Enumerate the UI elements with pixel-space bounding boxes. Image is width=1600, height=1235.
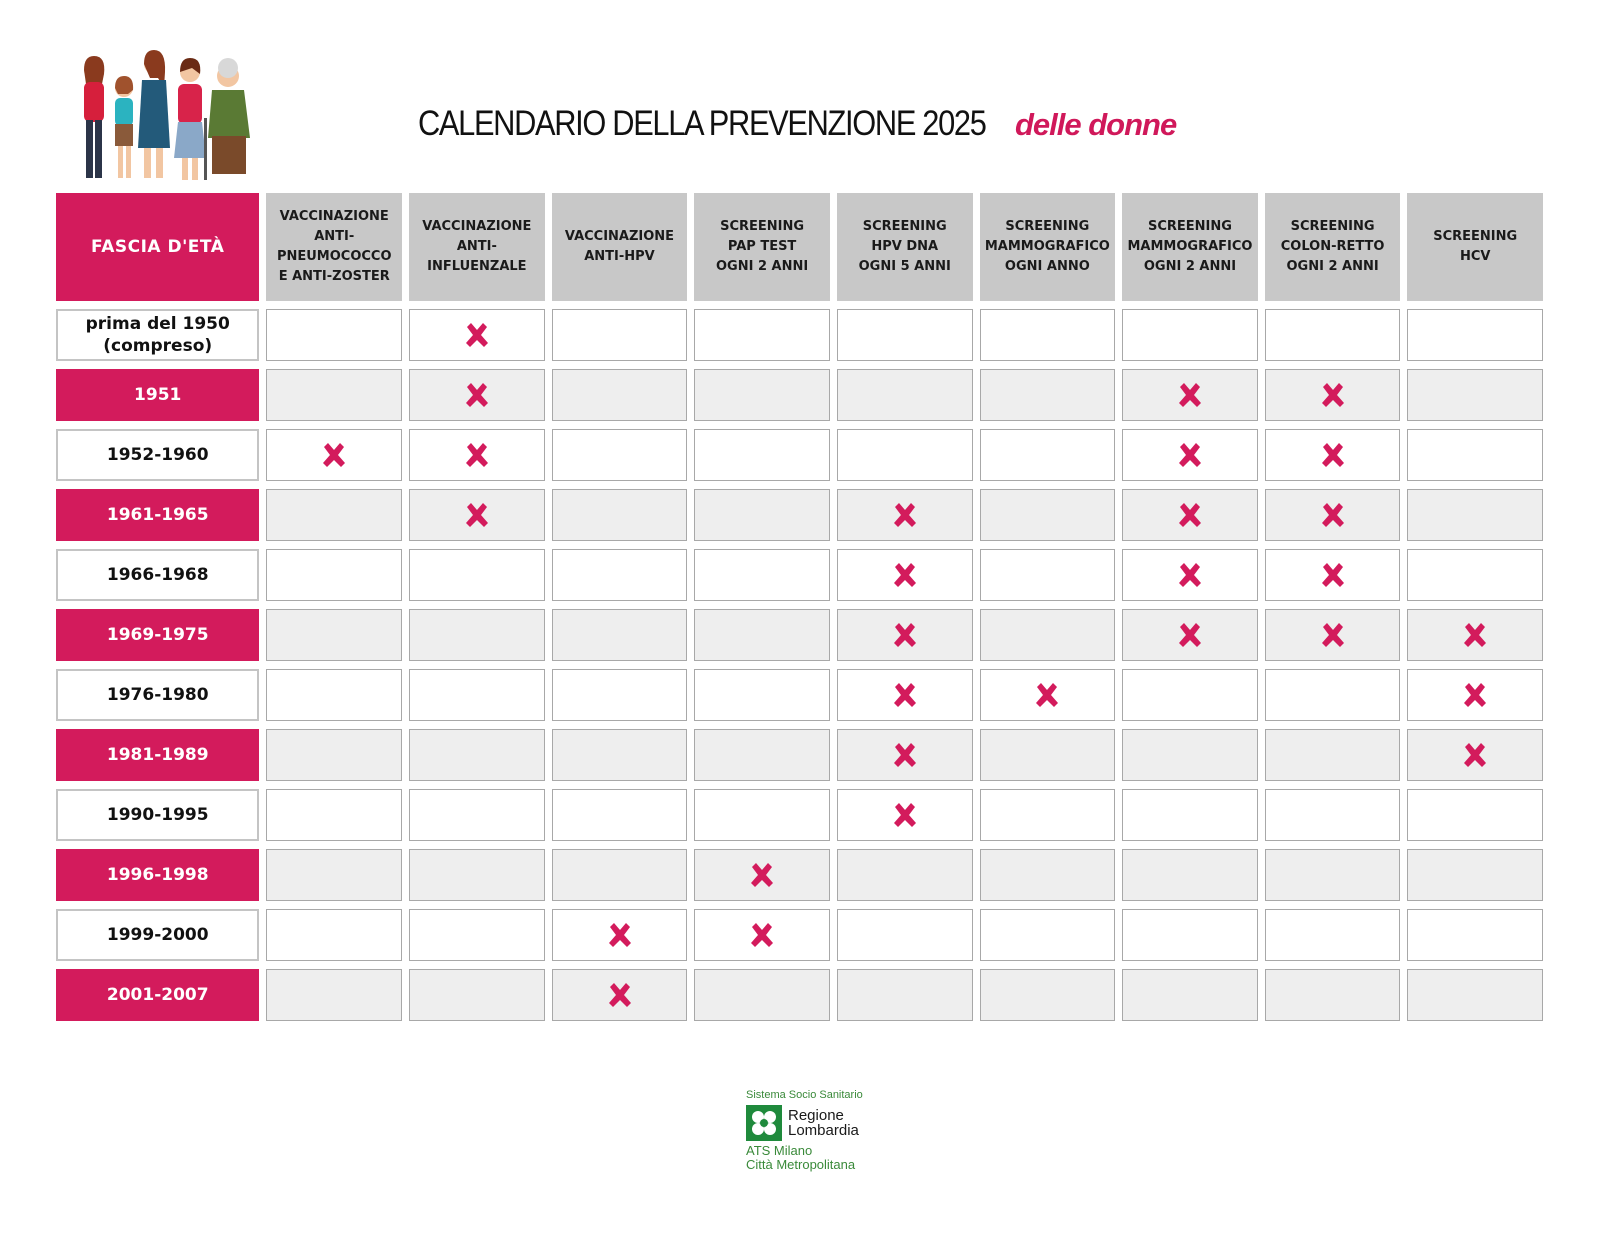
table-cell xyxy=(980,429,1116,481)
cross-mark-icon xyxy=(891,561,919,589)
cross-mark-icon xyxy=(463,501,491,529)
table-cell xyxy=(266,669,402,721)
table-cell xyxy=(980,909,1116,961)
table-cell xyxy=(1407,429,1543,481)
table-cell xyxy=(980,489,1116,541)
age-range-cell: 1999-2000 xyxy=(56,909,259,961)
table-body xyxy=(56,309,1543,1021)
cross-mark-icon xyxy=(320,441,348,469)
table-cell xyxy=(1122,789,1258,841)
age-range-cell: 1951 xyxy=(56,369,259,421)
prevention-table xyxy=(56,193,1543,1029)
table-cell xyxy=(837,369,973,421)
table-cell xyxy=(980,309,1116,361)
cross-mark-icon xyxy=(1176,561,1204,589)
table-cell xyxy=(694,789,830,841)
table-cell xyxy=(837,849,973,901)
table-cell xyxy=(552,789,688,841)
table-cell xyxy=(837,429,973,481)
table-cell xyxy=(1407,969,1543,1021)
cross-mark-icon xyxy=(1319,501,1347,529)
table-row xyxy=(56,729,1543,781)
table-cell xyxy=(1265,969,1401,1021)
table-cell xyxy=(1265,429,1401,481)
cross-mark-icon xyxy=(1461,741,1489,769)
table-cell xyxy=(1122,609,1258,661)
table-cell xyxy=(837,549,973,601)
table-cell xyxy=(837,609,973,661)
age-range-cell: 1961-1965 xyxy=(56,489,259,541)
table-cell xyxy=(837,669,973,721)
table-cell xyxy=(980,729,1116,781)
cross-mark-icon xyxy=(463,381,491,409)
table-cell xyxy=(1122,849,1258,901)
table-row xyxy=(56,429,1543,481)
cross-mark-icon xyxy=(1461,621,1489,649)
table-cell xyxy=(1122,369,1258,421)
cross-mark-icon xyxy=(891,801,919,829)
table-cell xyxy=(1407,369,1543,421)
table-row xyxy=(56,909,1543,961)
table-cell xyxy=(1265,609,1401,661)
cross-mark-icon xyxy=(1176,501,1204,529)
table-cell xyxy=(409,729,545,781)
table-cell xyxy=(266,429,402,481)
regione-lombardia-logo xyxy=(746,1089,886,1173)
table-row xyxy=(56,489,1543,541)
table-cell xyxy=(1407,729,1543,781)
table-cell xyxy=(409,909,545,961)
table-cell xyxy=(1265,549,1401,601)
table-cell xyxy=(837,489,973,541)
cross-mark-icon xyxy=(1319,381,1347,409)
table-cell xyxy=(409,609,545,661)
table-cell xyxy=(1122,909,1258,961)
table-cell xyxy=(837,909,973,961)
table-cell xyxy=(552,369,688,421)
table-cell xyxy=(266,549,402,601)
table-cell xyxy=(552,969,688,1021)
table-cell xyxy=(409,309,545,361)
cross-mark-icon xyxy=(1176,441,1204,469)
woman-figure-2 xyxy=(138,50,170,178)
cross-mark-icon xyxy=(1461,681,1489,709)
table-cell xyxy=(552,489,688,541)
table-cell xyxy=(1265,789,1401,841)
regione-lombardia-logo-icon xyxy=(746,1105,782,1141)
table-cell xyxy=(1265,489,1401,541)
column-header: VACCINAZIONE ANTI- INFLUENZALE xyxy=(409,193,545,301)
column-header: SCREENING PAP TEST OGNI 2 ANNI xyxy=(694,193,830,301)
table-cell xyxy=(266,789,402,841)
table-cell xyxy=(1407,549,1543,601)
table-cell xyxy=(552,849,688,901)
column-header: SCREENING HCV xyxy=(1407,193,1543,301)
age-range-cell: 1969-1975 xyxy=(56,609,259,661)
table-cell xyxy=(1407,489,1543,541)
cross-mark-icon xyxy=(1319,441,1347,469)
age-range-cell: 1981-1989 xyxy=(56,729,259,781)
table-cell xyxy=(980,669,1116,721)
table-cell xyxy=(980,549,1116,601)
table-cell xyxy=(1407,609,1543,661)
logo-bottom-text: ATS Milano Città Metropolitana xyxy=(746,1143,856,1172)
table-cell xyxy=(694,729,830,781)
table-cell xyxy=(694,549,830,601)
age-range-cell: 1990-1995 xyxy=(56,789,259,841)
table-cell xyxy=(980,849,1116,901)
table-cell xyxy=(1122,489,1258,541)
cross-mark-icon xyxy=(748,921,776,949)
page-subtitle: delle donne xyxy=(1014,107,1177,142)
table-cell xyxy=(409,849,545,901)
cross-mark-icon xyxy=(748,861,776,889)
table-header-row xyxy=(56,193,1543,301)
cross-mark-icon xyxy=(891,501,919,529)
cross-mark-icon xyxy=(891,621,919,649)
table-row xyxy=(56,969,1543,1021)
table-cell xyxy=(409,669,545,721)
cross-mark-icon xyxy=(1176,381,1204,409)
table-cell xyxy=(409,369,545,421)
table-cell xyxy=(1265,669,1401,721)
cross-mark-icon xyxy=(463,441,491,469)
table-row xyxy=(56,849,1543,901)
table-cell xyxy=(837,969,973,1021)
cross-mark-icon xyxy=(606,981,634,1009)
table-cell xyxy=(694,849,830,901)
table-cell xyxy=(409,969,545,1021)
table-cell xyxy=(837,789,973,841)
table-cell xyxy=(694,369,830,421)
table-cell xyxy=(1265,309,1401,361)
age-range-cell: 1966-1968 xyxy=(56,549,259,601)
table-row xyxy=(56,309,1543,361)
table-cell xyxy=(837,309,973,361)
woman-figure-3 xyxy=(174,58,206,180)
table-cell xyxy=(409,489,545,541)
cross-mark-icon xyxy=(891,741,919,769)
table-cell xyxy=(266,849,402,901)
table-cell xyxy=(980,789,1116,841)
table-row xyxy=(56,789,1543,841)
age-range-cell: prima del 1950 (compreso) xyxy=(56,309,259,361)
table-cell xyxy=(266,729,402,781)
table-cell xyxy=(409,429,545,481)
logo-name: Regione Lombardia xyxy=(788,1107,859,1139)
women-group-illustration xyxy=(72,48,262,194)
column-header: SCREENING MAMMOGRAFICO OGNI 2 ANNI xyxy=(1122,193,1258,301)
girl-figure xyxy=(115,76,133,178)
elderly-woman-figure xyxy=(204,58,250,180)
age-range-cell: 1996-1998 xyxy=(56,849,259,901)
table-cell xyxy=(552,549,688,601)
cross-mark-icon xyxy=(1033,681,1061,709)
table-cell xyxy=(1122,669,1258,721)
cross-mark-icon xyxy=(891,681,919,709)
table-cell xyxy=(694,429,830,481)
table-cell xyxy=(980,369,1116,421)
table-cell xyxy=(1122,309,1258,361)
column-header: SCREENING MAMMOGRAFICO OGNI ANNO xyxy=(980,193,1116,301)
table-cell xyxy=(694,309,830,361)
table-cell xyxy=(1265,849,1401,901)
table-cell xyxy=(552,669,688,721)
cross-mark-icon xyxy=(606,921,634,949)
table-cell xyxy=(694,489,830,541)
column-header: SCREENING COLON-RETTO OGNI 2 ANNI xyxy=(1265,193,1401,301)
column-header: SCREENING HPV DNA OGNI 5 ANNI xyxy=(837,193,973,301)
column-header: VACCINAZIONE ANTI- PNEUMOCOCCO E ANTI-ZOSTER xyxy=(266,193,402,301)
age-range-cell: 1952-1960 xyxy=(56,429,259,481)
woman-figure-1 xyxy=(84,56,104,178)
logo-main xyxy=(746,1105,886,1141)
table-cell xyxy=(694,909,830,961)
table-cell xyxy=(980,969,1116,1021)
cross-mark-icon xyxy=(463,321,491,349)
table-cell xyxy=(980,609,1116,661)
table-cell xyxy=(266,369,402,421)
table-cell xyxy=(1265,909,1401,961)
table-cell xyxy=(1122,969,1258,1021)
logo-top-text: Sistema Socio Sanitario xyxy=(746,1089,863,1101)
table-cell xyxy=(266,309,402,361)
age-range-cell: 1976-1980 xyxy=(56,669,259,721)
table-cell xyxy=(552,309,688,361)
table-cell xyxy=(1407,669,1543,721)
table-cell xyxy=(552,609,688,661)
table-cell xyxy=(837,729,973,781)
table-row xyxy=(56,369,1543,421)
column-header: VACCINAZIONE ANTI-HPV xyxy=(552,193,688,301)
table-row xyxy=(56,549,1543,601)
age-column-header: FASCIA D'ETÀ xyxy=(56,193,259,301)
table-cell xyxy=(552,729,688,781)
title-area xyxy=(418,104,1176,154)
table-cell xyxy=(552,429,688,481)
table-cell xyxy=(409,549,545,601)
table-cell xyxy=(552,909,688,961)
table-cell xyxy=(1407,909,1543,961)
cross-mark-icon xyxy=(1319,621,1347,649)
table-cell xyxy=(266,489,402,541)
page-title: CALENDARIO DELLA PREVENZIONE 2025 xyxy=(418,104,986,143)
table-cell xyxy=(1122,429,1258,481)
table-cell xyxy=(694,609,830,661)
table-cell xyxy=(1407,789,1543,841)
table-cell xyxy=(266,609,402,661)
table-cell xyxy=(1122,729,1258,781)
cross-mark-icon xyxy=(1176,621,1204,649)
cross-mark-icon xyxy=(1319,561,1347,589)
table-cell xyxy=(266,969,402,1021)
table-row xyxy=(56,609,1543,661)
table-cell xyxy=(266,909,402,961)
table-cell xyxy=(1407,849,1543,901)
table-row xyxy=(56,669,1543,721)
table-cell xyxy=(1407,309,1543,361)
age-range-cell: 2001-2007 xyxy=(56,969,259,1021)
table-cell xyxy=(409,789,545,841)
table-cell xyxy=(1265,729,1401,781)
table-cell xyxy=(694,969,830,1021)
table-cell xyxy=(1265,369,1401,421)
table-cell xyxy=(694,669,830,721)
table-cell xyxy=(1122,549,1258,601)
